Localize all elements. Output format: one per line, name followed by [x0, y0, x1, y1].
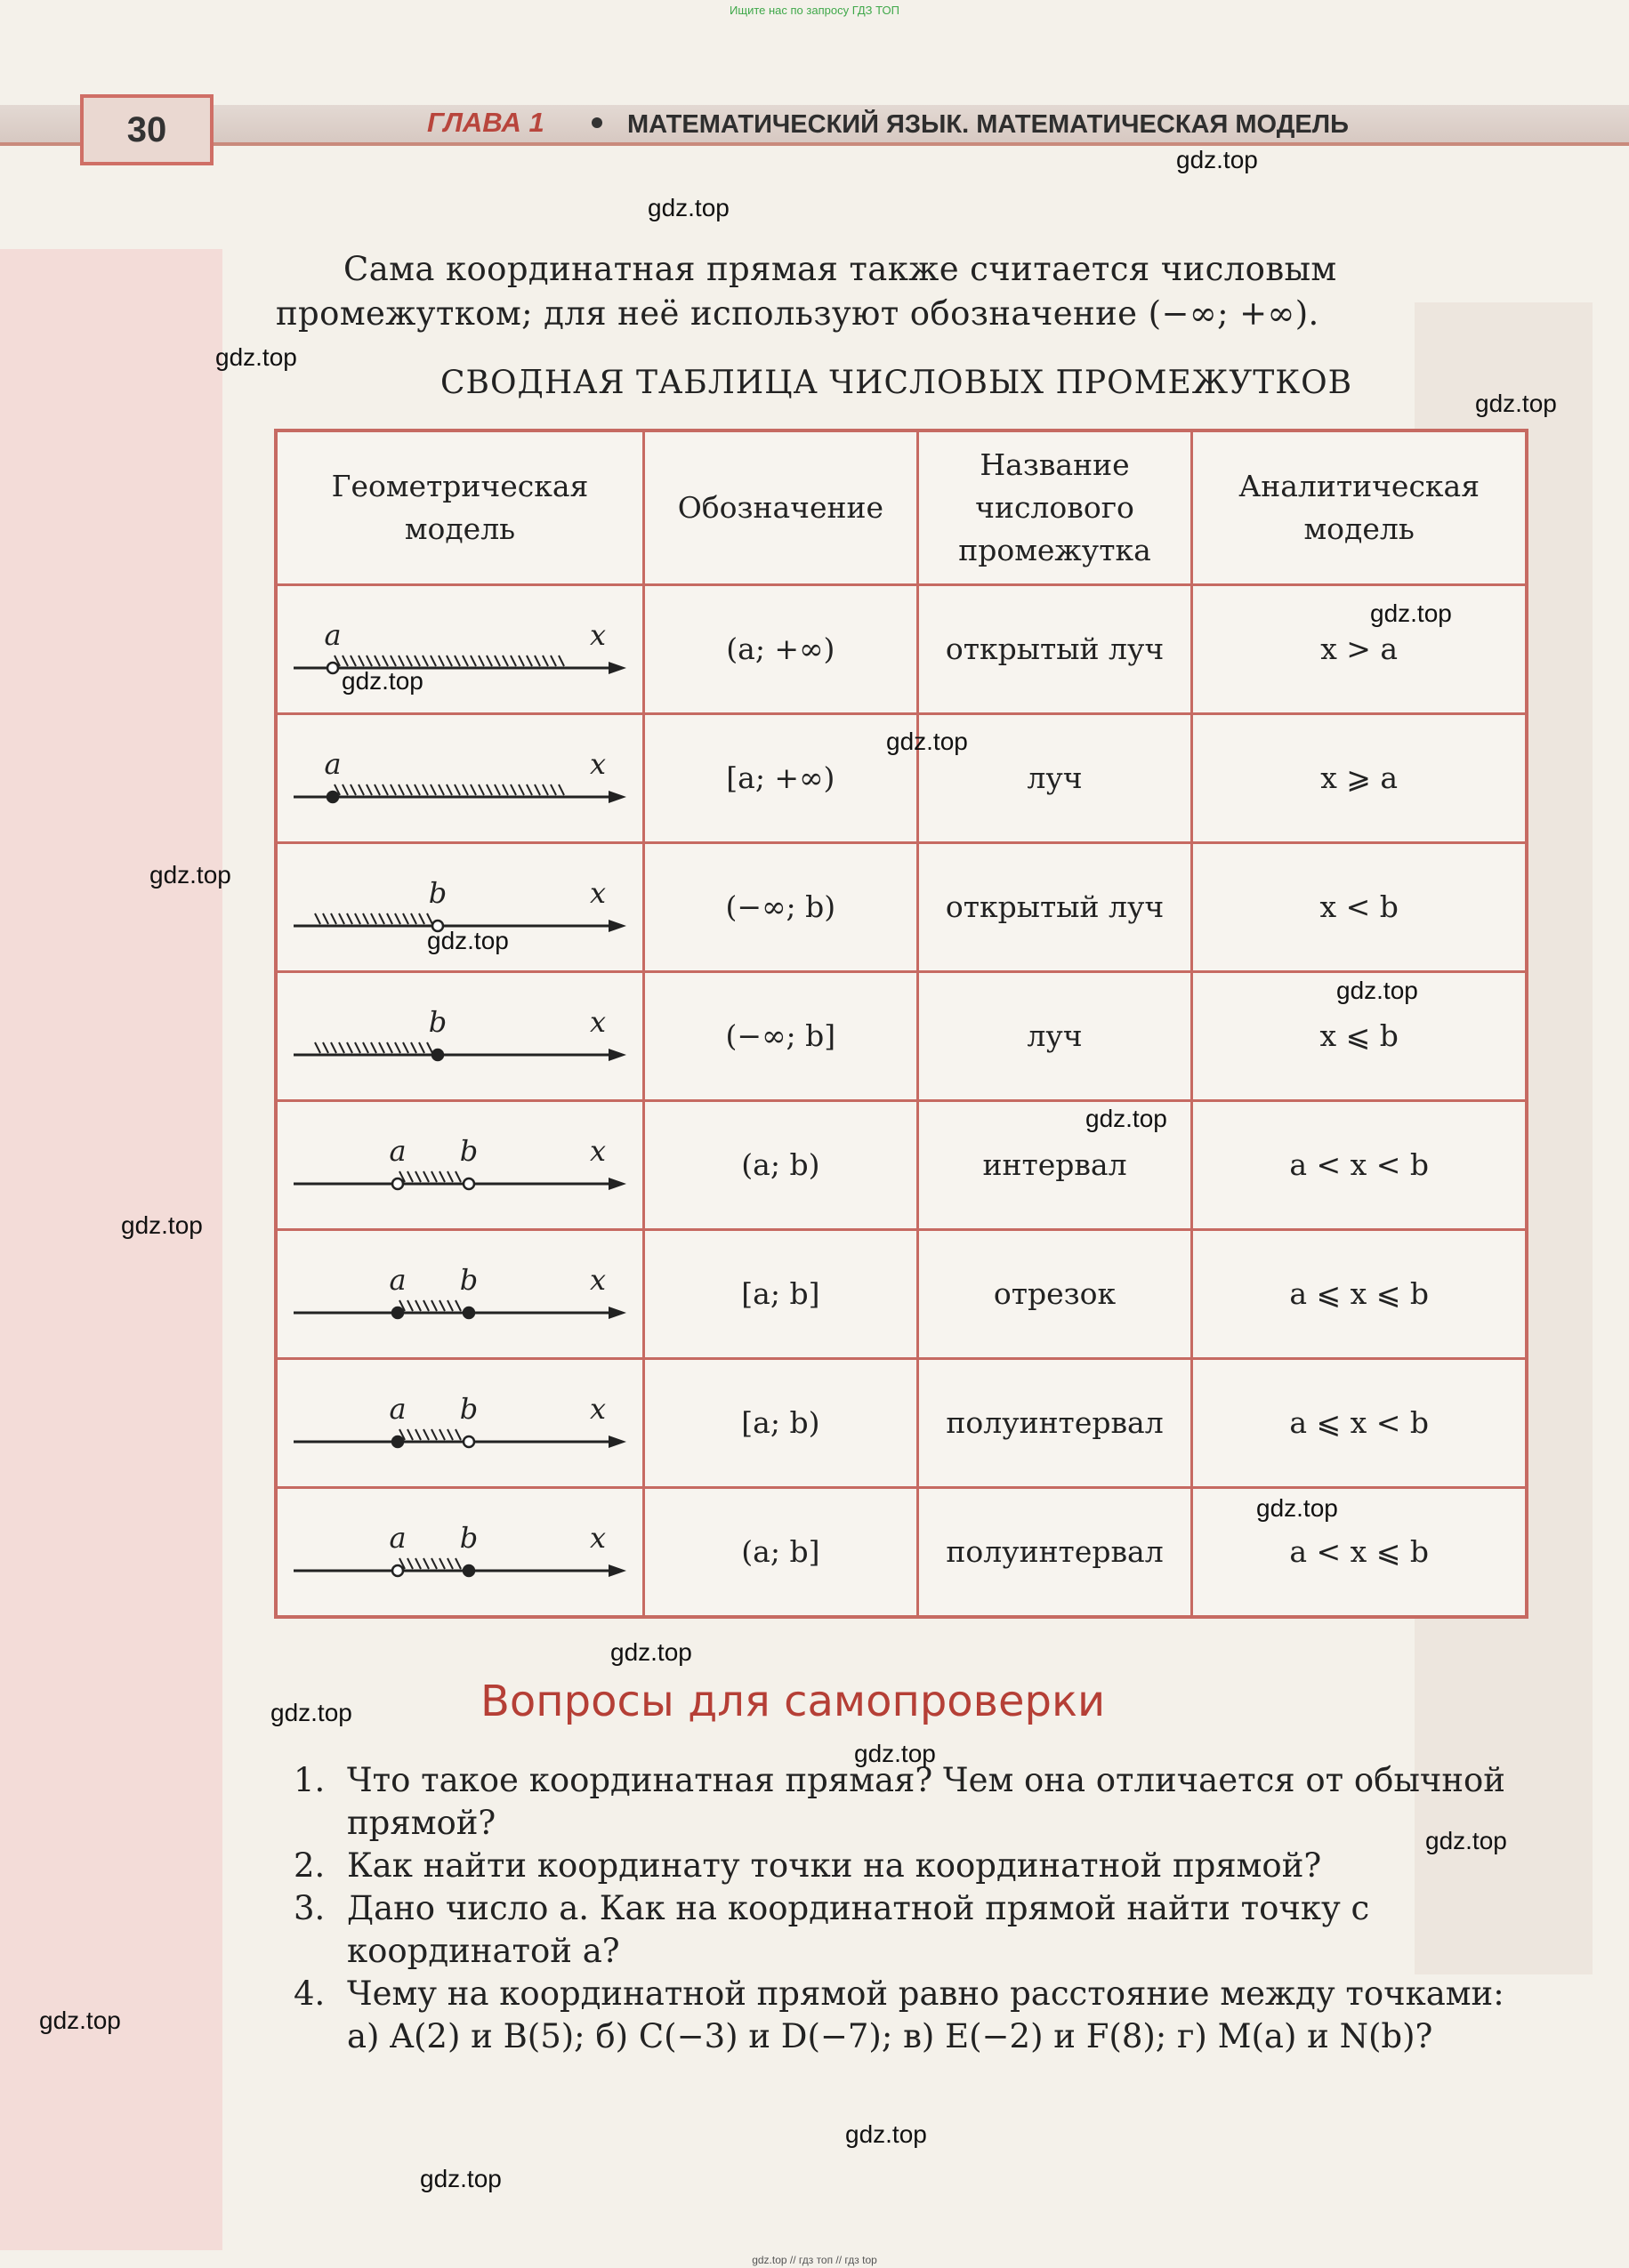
hatch-mark: [339, 913, 344, 924]
hatch-mark: [351, 784, 356, 795]
axis-arrow: [609, 920, 626, 932]
hatch-mark: [456, 1429, 461, 1440]
watermark: gdz.top: [270, 1699, 352, 1726]
hatch-mark: [471, 655, 476, 666]
hatch-mark: [371, 1042, 376, 1053]
analytic-model-cell: a ⩽ x < b: [1192, 1359, 1527, 1488]
hatch-mark: [463, 784, 468, 795]
hatch-mark: [427, 913, 432, 924]
geometric-model-cell: [276, 585, 644, 714]
hatch-mark: [440, 1171, 445, 1182]
question-item: [294, 1973, 1548, 2015]
notation-cell: (a; b): [644, 1101, 918, 1230]
hatch-mark: [407, 1429, 413, 1440]
axis-label: x: [589, 1392, 607, 1426]
axis-label: x: [589, 1005, 607, 1039]
filled-point: [464, 1307, 474, 1318]
hatch-mark: [343, 655, 348, 666]
point-label: a: [324, 618, 342, 652]
axis-arrow: [609, 1564, 626, 1577]
hatch-mark: [456, 1171, 461, 1182]
geometric-model-cell: [276, 1101, 644, 1230]
analytic-model-cell: x ⩾ a: [1192, 714, 1527, 843]
header-name: Название числового промежутка: [917, 430, 1192, 585]
notation-cell: (a; b]: [644, 1488, 918, 1618]
axis-arrow: [609, 1178, 626, 1190]
open-point: [464, 1178, 474, 1189]
watermark: gdz.top: [1336, 977, 1418, 1004]
hatch-mark: [448, 1171, 453, 1182]
hatch-mark: [383, 784, 388, 795]
watermark: gdz.top: [1370, 599, 1452, 627]
filled-point: [392, 1307, 403, 1318]
hatch-mark: [419, 913, 424, 924]
hatch-mark: [395, 1042, 400, 1053]
table-row: [276, 1101, 1527, 1230]
analytic-model-cell: x ⩽ b: [1192, 972, 1527, 1101]
watermark: gdz.top: [427, 927, 509, 954]
hatch-mark: [407, 655, 412, 666]
watermark: gdz.top: [121, 1211, 203, 1239]
watermark: gdz.top: [1085, 1105, 1167, 1132]
watermark: gdz.top: [1475, 390, 1557, 417]
analytic-model-cell: a < x ⩽ b: [1192, 1488, 1527, 1618]
hatch-mark: [419, 1042, 424, 1053]
geometric-model-cell: [276, 972, 644, 1101]
hatch-mark: [363, 1042, 368, 1053]
question-text: Дано число a. Как на координатной прямой найти точку с координатой a?: [347, 1889, 1370, 1970]
hatch-mark: [511, 655, 516, 666]
hatch-mark: [519, 655, 524, 666]
hatch-mark: [411, 913, 416, 924]
point-label: a: [389, 1134, 407, 1168]
footer: gdz.top // гдз топ // гдз top: [752, 2254, 877, 2266]
number-line-figure: [278, 973, 642, 1099]
left-margin-band: [0, 249, 222, 2250]
watermark: gdz.top: [342, 667, 423, 695]
hatch-mark: [339, 1042, 344, 1053]
hatch-mark: [503, 655, 508, 666]
hatch-mark: [503, 784, 508, 795]
filled-point: [392, 1436, 403, 1447]
bullet-dot: [592, 117, 602, 128]
open-point: [392, 1565, 403, 1576]
hatch-mark: [411, 1042, 416, 1053]
header-geometric: Геометрическая модель: [276, 430, 644, 585]
interval-name-cell: полуинтервал: [917, 1488, 1192, 1618]
analytic-model-cell: x < b: [1192, 843, 1527, 972]
analytic-model-cell: a ⩽ x ⩽ b: [1192, 1230, 1527, 1359]
page-number: 30: [80, 94, 214, 165]
hatch-mark: [479, 784, 484, 795]
hatch-mark: [479, 655, 484, 666]
watermark: gdz.top: [1176, 146, 1258, 173]
open-point: [464, 1436, 474, 1447]
hatch-mark: [559, 655, 564, 666]
hatch-mark: [448, 1558, 453, 1569]
table-row: [276, 1230, 1527, 1359]
hatch-mark: [423, 655, 428, 666]
hatch-mark: [448, 1429, 453, 1440]
hatch-mark: [431, 1300, 437, 1311]
hatch-mark: [375, 784, 380, 795]
hatch-mark: [403, 1042, 408, 1053]
hatch-mark: [551, 784, 556, 795]
hatch-mark: [415, 784, 420, 795]
watermark: gdz.top: [886, 728, 968, 755]
point-label: a: [389, 1392, 407, 1426]
geometric-model-cell: [276, 1230, 644, 1359]
question-text: Чему на координатной прямой равно расстояние между точками:: [347, 1974, 1504, 2013]
hatch-mark: [431, 784, 436, 795]
hatch-mark: [375, 655, 380, 666]
analytic-model-cell: x > a: [1192, 585, 1527, 714]
hatch-mark: [387, 913, 392, 924]
hatch-mark: [543, 784, 548, 795]
notation-cell: (−∞; b]: [644, 972, 918, 1101]
point-label: b: [459, 1392, 479, 1426]
hatch-mark: [527, 784, 532, 795]
question-item: [294, 1845, 1548, 1887]
notation-cell: (a; +∞): [644, 585, 918, 714]
header-notation: Обозначение: [644, 430, 918, 585]
hatch-mark: [439, 784, 444, 795]
hatch-mark: [415, 1558, 421, 1569]
hatch-mark: [448, 1300, 453, 1311]
hatch-mark: [371, 913, 376, 924]
axis-arrow: [609, 1049, 626, 1061]
question-number: 3.: [294, 1889, 326, 1927]
hatch-mark: [407, 784, 412, 795]
notation-cell: [a; b]: [644, 1230, 918, 1359]
notation-cell: [a; +∞): [644, 714, 918, 843]
hatch-mark: [551, 655, 556, 666]
hatch-mark: [379, 913, 384, 924]
table-row: [276, 585, 1527, 714]
watermark: gdz.top: [215, 343, 297, 371]
hatch-mark: [347, 913, 352, 924]
table-header-row: [276, 430, 1527, 585]
geometric-model-cell: [276, 1359, 644, 1488]
question-item: [294, 1759, 1548, 1845]
table-title: СВОДНАЯ ТАБЛИЦА ЧИСЛОВЫХ ПРОМЕЖУТКОВ: [440, 365, 1353, 401]
hatch-mark: [423, 1300, 429, 1311]
hatch-mark: [431, 1558, 437, 1569]
hatch-mark: [315, 913, 320, 924]
point-label: b: [459, 1134, 479, 1168]
interval-name-cell: полуинтервал: [917, 1359, 1192, 1488]
questions-list: [294, 1759, 1548, 2058]
chapter-label: ГЛАВА 1: [427, 107, 544, 138]
hatch-mark: [415, 1171, 421, 1182]
point-label: b: [428, 876, 448, 910]
filled-point: [464, 1565, 474, 1576]
watermark: gdz.top: [420, 2165, 502, 2192]
hatch-mark: [439, 655, 444, 666]
point-label: a: [389, 1263, 407, 1297]
interval-name-cell: открытый луч: [917, 585, 1192, 714]
geometric-model-cell: [276, 1488, 644, 1618]
hatch-mark: [323, 913, 328, 924]
hatch-mark: [527, 655, 532, 666]
point-label: a: [389, 1521, 407, 1555]
hatch-mark: [431, 1429, 437, 1440]
question-item: [294, 2015, 1548, 2058]
axis-label: x: [589, 1134, 607, 1168]
number-line-figure: [278, 1102, 642, 1228]
hatch-mark: [487, 784, 492, 795]
hatch-mark: [440, 1300, 445, 1311]
hatch-mark: [423, 1558, 429, 1569]
number-line-figure: [278, 586, 642, 712]
hatch-mark: [447, 784, 452, 795]
hatch-mark: [407, 1171, 413, 1182]
hatch-mark: [440, 1558, 445, 1569]
analytic-model-cell: a < x < b: [1192, 1101, 1527, 1230]
axis-label: x: [589, 1521, 607, 1555]
hatch-mark: [559, 784, 564, 795]
hatch-mark: [519, 784, 524, 795]
hatch-mark: [535, 655, 540, 666]
watermark: gdz.top: [854, 1740, 936, 1767]
interval-name-cell: отрезок: [917, 1230, 1192, 1359]
question-number: 1.: [294, 1761, 326, 1799]
hatch-mark: [359, 784, 364, 795]
questions-heading: Вопросы для самопроверки: [480, 1677, 1106, 1726]
axis-arrow: [609, 1307, 626, 1319]
header-analytic: Аналитическая модель: [1192, 430, 1527, 585]
axis-arrow: [609, 791, 626, 803]
hatch-mark: [355, 913, 360, 924]
filled-point: [327, 792, 338, 802]
point-label: b: [459, 1263, 479, 1297]
axis-arrow: [609, 1436, 626, 1448]
point-label: b: [459, 1521, 479, 1555]
hatch-mark: [415, 1429, 421, 1440]
hatch-mark: [387, 1042, 392, 1053]
interval-name-cell: открытый луч: [917, 843, 1192, 972]
interval-name-cell: интервал: [917, 1101, 1192, 1230]
question-text: Как найти координату точки на координатной прямой?: [347, 1846, 1322, 1885]
number-line-figure: [278, 1489, 642, 1615]
hatch-mark: [423, 784, 428, 795]
top-note: Ищите нас по запросу ГДЗ ТОП: [730, 4, 899, 17]
hatch-mark: [367, 784, 372, 795]
hatch-mark: [456, 1300, 461, 1311]
watermark: gdz.top: [39, 2007, 121, 2034]
table-row: [276, 1359, 1527, 1488]
hatch-mark: [407, 1558, 413, 1569]
interval-name-cell: луч: [917, 972, 1192, 1101]
intervals-table: [274, 429, 1528, 1619]
open-point: [392, 1178, 403, 1189]
axis-label: x: [589, 618, 607, 652]
hatch-mark: [395, 913, 400, 924]
hatch-mark: [315, 1042, 320, 1053]
hatch-mark: [415, 1300, 421, 1311]
notation-cell: (−∞; b): [644, 843, 918, 972]
hatch-mark: [455, 655, 460, 666]
hatch-mark: [463, 655, 468, 666]
watermark: gdz.top: [610, 1638, 692, 1666]
question-item: [294, 1887, 1548, 1973]
hatch-mark: [427, 1042, 432, 1053]
hatch-mark: [511, 784, 516, 795]
hatch-mark: [471, 784, 476, 795]
hatch-mark: [423, 1429, 429, 1440]
hatch-mark: [355, 1042, 360, 1053]
hatch-mark: [399, 784, 404, 795]
hatch-mark: [391, 784, 396, 795]
hatch-mark: [331, 1042, 336, 1053]
intro-paragraph: Сама координатная прямая также считается числовым промежутком; для неё используют обозначение (−∞; +∞).: [276, 250, 1337, 333]
hatch-mark: [495, 655, 500, 666]
hatch-mark: [379, 1042, 384, 1053]
watermark: gdz.top: [845, 2120, 927, 2148]
geometric-model-cell: [276, 714, 644, 843]
axis-arrow: [609, 662, 626, 674]
number-line-figure: [278, 1231, 642, 1357]
hatch-mark: [440, 1429, 445, 1440]
hatch-mark: [399, 655, 404, 666]
hatch-mark: [431, 1171, 437, 1182]
hatch-mark: [391, 655, 396, 666]
watermark: gdz.top: [1256, 1494, 1338, 1522]
hatch-mark: [363, 913, 368, 924]
hatch-mark: [456, 1558, 461, 1569]
hatch-mark: [367, 655, 372, 666]
watermark: gdz.top: [149, 861, 231, 889]
hatch-mark: [347, 1042, 352, 1053]
hatch-mark: [415, 655, 420, 666]
question-text: а) A(2) и B(5); б) C(−3) и D(−7); в) E(−2) и F(8); г) M(a) и N(b)?: [347, 2017, 1433, 2055]
hatch-mark: [535, 784, 540, 795]
axis-label: x: [589, 876, 607, 910]
table-row: [276, 1488, 1527, 1618]
point-label: a: [324, 747, 342, 781]
hatch-mark: [423, 1171, 429, 1182]
question-number: 4.: [294, 1974, 326, 2013]
hatch-mark: [323, 1042, 328, 1053]
filled-point: [432, 1050, 443, 1060]
header-rule: [0, 142, 1629, 146]
hatch-mark: [495, 784, 500, 795]
hatch-mark: [487, 655, 492, 666]
chapter-title: МАТЕМАТИЧЕСКИЙ ЯЗЫК. МАТЕМАТИЧЕСКАЯ МОДЕЛЬ: [627, 110, 1349, 139]
notation-cell: [a; b): [644, 1359, 918, 1488]
hatch-mark: [407, 1300, 413, 1311]
interval-name-cell: луч: [917, 714, 1192, 843]
hatch-mark: [543, 655, 548, 666]
hatch-mark: [403, 913, 408, 924]
watermark: gdz.top: [648, 194, 730, 221]
axis-label: x: [589, 1263, 607, 1297]
watermark: gdz.top: [1425, 1827, 1507, 1854]
hatch-mark: [455, 784, 460, 795]
hatch-mark: [331, 913, 336, 924]
question-text: Что такое координатная прямая? Чем она отличается от обычной прямой?: [347, 1761, 1505, 1842]
hatch-mark: [431, 655, 436, 666]
hatch-mark: [447, 655, 452, 666]
page-header: [0, 87, 1629, 158]
number-line-figure: [278, 1360, 642, 1486]
hatch-mark: [359, 655, 364, 666]
hatch-mark: [351, 655, 356, 666]
hatch-mark: [343, 784, 348, 795]
axis-label: x: [589, 747, 607, 781]
number-line-figure: [278, 715, 642, 841]
open-point: [327, 663, 338, 673]
question-number: 2.: [294, 1846, 326, 1885]
point-label: b: [428, 1005, 448, 1039]
hatch-mark: [383, 655, 388, 666]
